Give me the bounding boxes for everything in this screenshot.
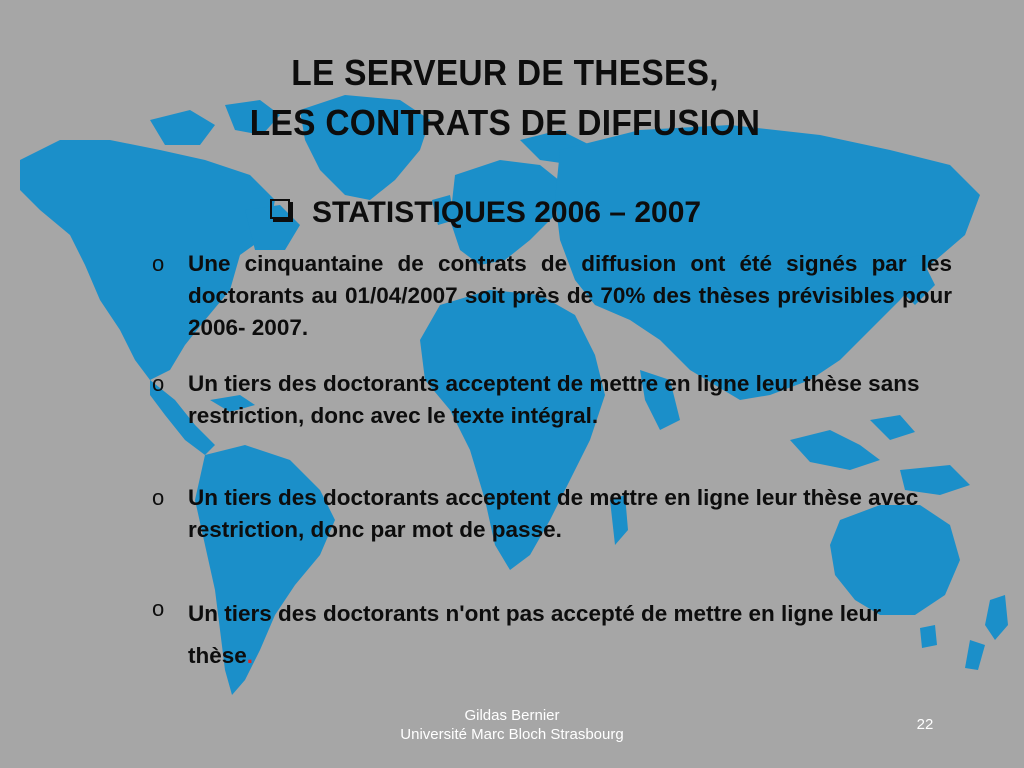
bullet-marker: o (152, 371, 165, 396)
list-item (152, 368, 952, 432)
bullet-text: Un tiers des doctorants acceptent de mettre en ligne leur thèse sans restriction, donc avec le texte intégral. (188, 371, 920, 428)
trailing-dot: . (246, 643, 254, 668)
checkbox-bullet-icon (270, 199, 290, 219)
list-item (152, 482, 952, 546)
bullet-text-wrapper (188, 593, 952, 677)
page-number: 22 (916, 716, 934, 733)
bullet-text: Une cinquantaine de contrats de diffusion ont été signés par les doctorants au 01/04/2007 soit près de 70% des thèses prévisibles pour 2006- 2007. (188, 251, 952, 340)
bullet-text: Un tiers des doctorants acceptent de mettre en ligne leur thèse avec restriction, donc par mot de passe. (188, 485, 919, 542)
bullet-marker: o (152, 251, 165, 276)
list-item (152, 248, 952, 344)
title-line-1: LE SERVEUR DE THESES, (291, 52, 719, 93)
slide-title (35, 48, 974, 148)
section-heading-text: STATISTIQUES 2006 – 2007 (312, 196, 702, 229)
title-line-2: LES CONTRATS DE DIFFUSION (249, 102, 761, 143)
footer-author: Gildas Bernier (464, 707, 560, 724)
bullet-text: Un tiers des doctorants n'ont pas accepté de mettre en ligne leur thèse (188, 601, 882, 668)
bullet-marker: o (152, 485, 165, 510)
list-item (152, 593, 952, 677)
bullet-marker: o (152, 596, 165, 621)
footer-institution: Université Marc Bloch Strasbourg (400, 726, 624, 743)
section-heading (270, 196, 830, 230)
footer (312, 706, 712, 744)
